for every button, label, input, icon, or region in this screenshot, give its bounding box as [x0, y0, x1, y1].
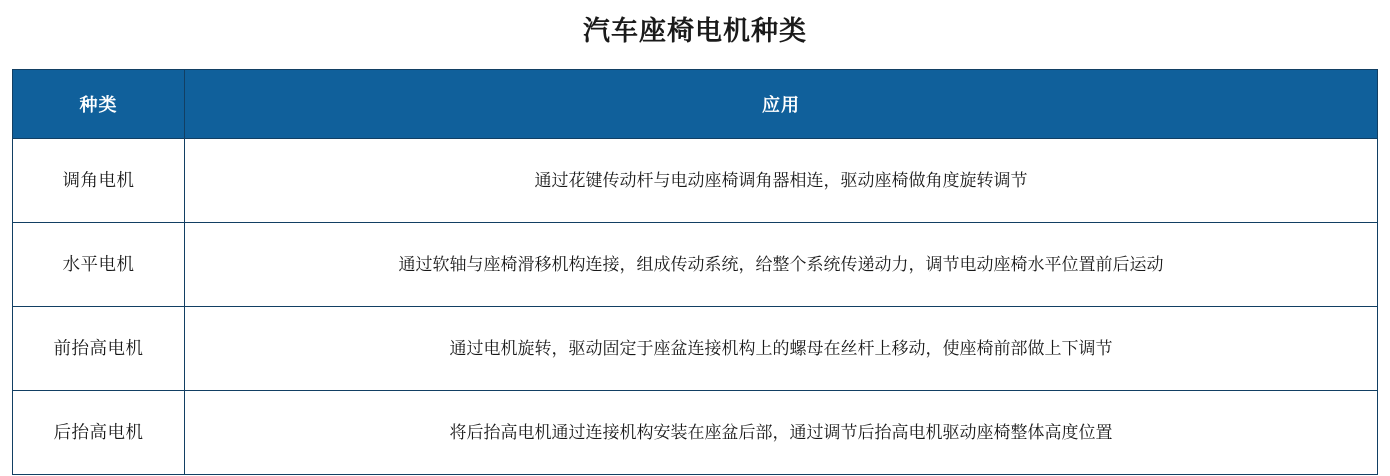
cell-category: 后抬高电机 — [13, 391, 185, 475]
cell-category: 调角电机 — [13, 139, 185, 223]
table-row — [13, 307, 1378, 391]
cell-application: 通过电机旋转，驱动固定于座盆连接机构上的螺母在丝杆上移动，使座椅前部做上下调节 — [185, 307, 1378, 391]
page-title: 汽车座椅电机种类 — [583, 16, 807, 46]
table-header-row — [13, 70, 1378, 139]
table-row — [13, 223, 1378, 307]
seat-motor-types-table — [12, 69, 1378, 475]
table-row — [13, 391, 1378, 475]
table-header — [13, 70, 1378, 139]
table-row — [13, 139, 1378, 223]
column-header-application: 应用 — [185, 70, 1378, 139]
cell-application: 将后抬高电机通过连接机构安装在座盆后部，通过调节后抬高电机驱动座椅整体高度位置 — [185, 391, 1378, 475]
cell-application: 通过软轴与座椅滑移机构连接，组成传动系统，给整个系统传递动力，调节电动座椅水平位置前后运动 — [185, 223, 1378, 307]
cell-application: 通过花键传动杆与电动座椅调角器相连，驱动座椅做角度旋转调节 — [185, 139, 1378, 223]
cell-category: 前抬高电机 — [13, 307, 185, 391]
cell-category: 水平电机 — [13, 223, 185, 307]
table-body — [13, 139, 1378, 475]
column-header-category: 种类 — [13, 70, 185, 139]
